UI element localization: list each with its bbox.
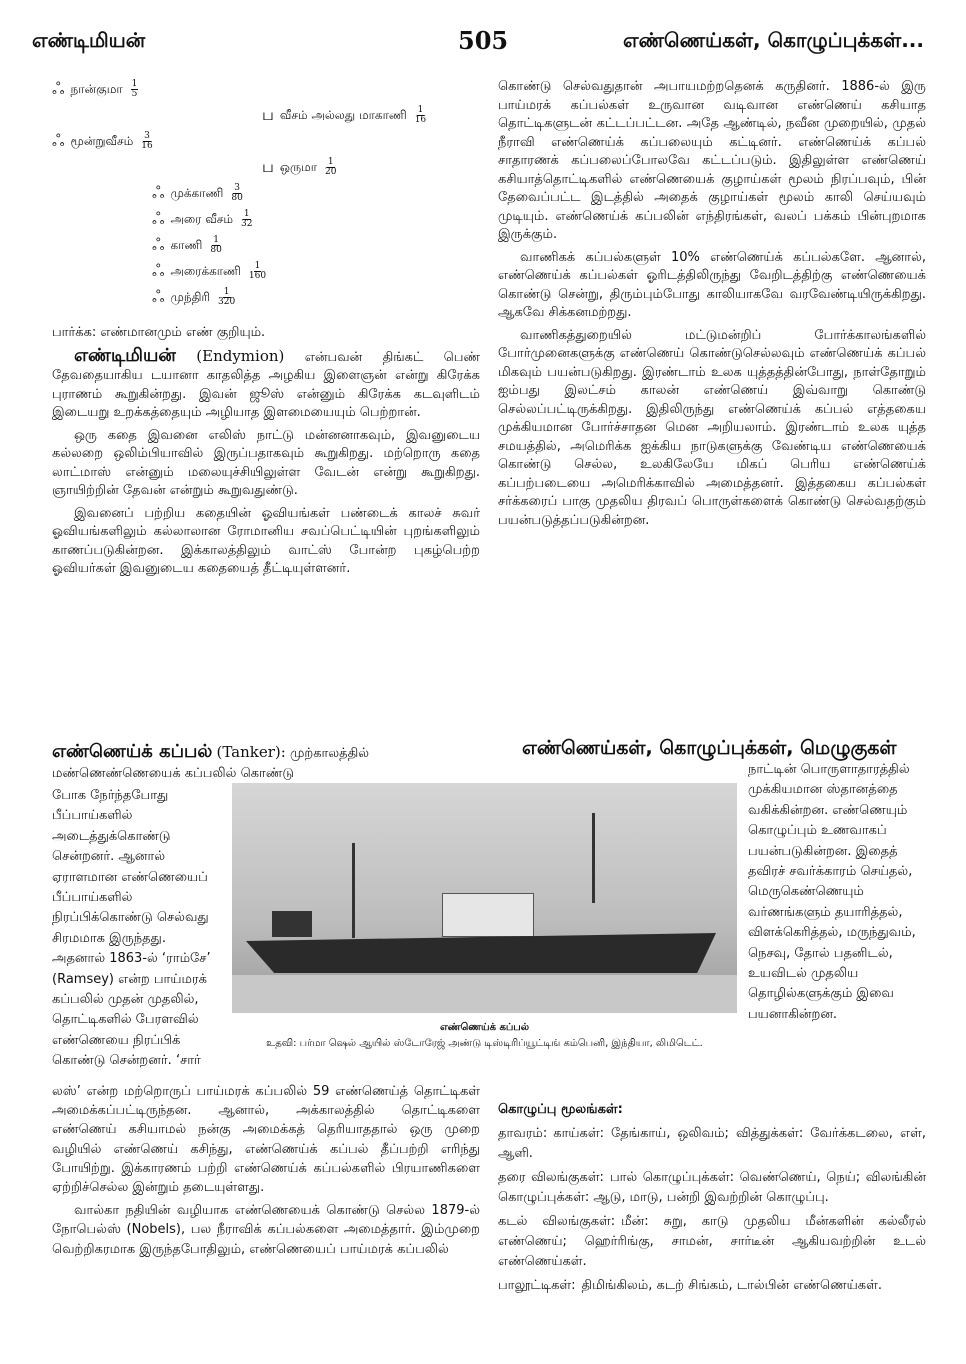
right-column-text	[498, 78, 926, 733]
fraction-value	[249, 262, 266, 281]
fraction-symbol: ப	[262, 104, 274, 124]
running-head-left: எண்டிமியன்	[32, 28, 146, 52]
fraction-denominator: 16	[414, 114, 427, 125]
photo-hull	[246, 933, 716, 973]
fraction-value	[241, 210, 252, 229]
fraction-name: அரைக்காணி	[170, 263, 241, 278]
fraction-denominator: 32	[241, 218, 253, 229]
photo-caption	[232, 1020, 737, 1052]
source-text: திமிங்கிலம், கடற் சிங்கம், டால்பின் எண்ணெய்கள்.	[581, 1278, 882, 1293]
right-para-2: வாணிகக் கப்பல்களுள் 10% எண்ணெய்க் கப்பல்களே. ஆனால், எண்ணெய்க் கப்பல்கள் ஓரிடத்திலிருந்து வேறிடத்திற்கு எண்ணெயைக் கொண்டு சென்று, திரும்பும்போது காலியாகவே வரவேண்டியிருக்கிறது. ஆகவே சிக்கனமற்றது.	[498, 249, 926, 320]
fraction-symbol: ஃ	[152, 208, 165, 228]
photo-water	[232, 975, 737, 1013]
fraction-numerator: 1	[327, 156, 334, 167]
photo-mast	[592, 813, 595, 903]
fraction-row	[52, 206, 480, 232]
fraction-numerator: 1	[254, 260, 261, 271]
fraction-row	[52, 128, 480, 154]
source-text: மீன்: சுறு, காடு முதலிய மீன்களின் கல்லீரல் எண்ணெய்; ஹெர்ரிங்கு, சாமன், சார்டீன் ஆகியவற்றின் உடல் எண்ணெய்கள்.	[498, 1214, 926, 1269]
tanker-para-2: வால்கா நதியின் வழியாக எண்ணெயைக் கொண்டு செல்ல 1879-ல் நோபெல்ஸ் (Nobels), பல நீராவிக் கப்பல்களை அமைத்தார். இம்முறை வெற்றிகரமாக இருந்தபோதிலும், எண்ணெயைப் பாய்மரக் கப்பலில்	[52, 1203, 480, 1257]
fraction-value	[415, 106, 426, 125]
sources-list	[498, 1124, 926, 1296]
running-head-right: எண்ணெய்கள், கொழுப்புக்கள்...	[623, 28, 924, 52]
fraction-denominator: 5	[131, 88, 138, 99]
fraction-numerator: 1	[243, 208, 250, 219]
source-label: கடல் விலங்குகள்:	[498, 1214, 616, 1229]
fraction-value	[141, 132, 152, 151]
fraction-row	[52, 154, 480, 180]
fraction-denominator: 80	[210, 244, 222, 255]
photo-funnel	[272, 911, 312, 937]
fraction-symbol: ஃ	[152, 260, 165, 280]
fat-sources	[498, 1100, 926, 1300]
fraction-value	[218, 288, 235, 307]
entry-title-tanker: எண்ணெய்க் கப்பல்	[52, 741, 213, 762]
oils-entry-title: எண்ணெய்கள், கொழுப்புக்கள், மெழுகுகள்	[522, 737, 897, 759]
fraction-name: முக்காணி	[170, 185, 224, 200]
source-item	[498, 1276, 926, 1296]
endymion-para-2: ஒரு கதை இவனை எலிஸ் நாட்டு மன்னனாகவும், இவனுடைய கல்லறை ஒலிம்பியாவில் இருப்பதாகவும் கூறுகிறது. மற்றொரு கதை லாட்மாஸ் என்னும் மலையுச்சியிலுள்ள வேடன் என்று கூறுகிறது. ஞாயிற்றின் தேவன் என்றும் கூறுவதுண்டு.	[52, 427, 480, 498]
tanker-entry-head	[52, 742, 480, 784]
tanker-lead: முற்காலத்தில் மண்ணெண்ணெயைக் கப்பலில் கொண்டு	[52, 746, 370, 781]
fraction-symbol: ப	[262, 156, 274, 176]
photo-bridge	[442, 893, 534, 937]
source-item	[498, 1124, 926, 1164]
fraction-denominator: 80	[231, 192, 243, 203]
fraction-denominator: 320	[218, 296, 236, 307]
fraction-numerator: 1	[131, 78, 138, 89]
fraction-name: மூன்றுவீசம்	[70, 133, 134, 148]
source-item	[498, 1212, 926, 1272]
fraction-value	[131, 80, 139, 99]
fraction-name: நான்குமா	[70, 81, 123, 96]
fraction-row	[52, 284, 480, 310]
fraction-name: ஒருமா	[279, 159, 318, 174]
tanker-cont: லஸ்’ என்ற மற்றொருப் பாய்மரக் கப்பலில் 59 எண்ணெய்த் தொட்டிகள் அமைக்கப்பட்டிருந்தன. ஆனால், அக்காலத்தில் தொட்டிகளை எண்ணெய் கசியாமல் நன்கு அமைக்கத் தெரியாததால் ஒரு முறை வழியில் எண்ணெய் கசிந்து, எண்ணெய்க் கப்பல் தீப்பற்றி எரிந்து போயிற்று. இக்காரணம் பற்றி எண்ணெய்க் கப்பல்களில் பிரயாணிகளை ஏற்றிச்செல்ல இன்றும் தடையுள்ளது.	[52, 1084, 480, 1196]
fraction-denominator: 16	[141, 140, 153, 151]
fraction-numerator: 3	[144, 130, 150, 141]
page-header	[0, 28, 966, 58]
source-label: தாவரம்:	[498, 1126, 548, 1141]
fraction-row	[52, 76, 480, 102]
entry-eng-tanker: (Tanker):	[216, 743, 286, 761]
endymion-para-1: என்பவன் திங்கட் பெண் தேவதையாகிய டயானா காதலித்த அழகிய இளைஞன் என்று கிரேக்க புராணம் கூறுகின்றது. இவன் ஜூஸ் என்னும் கிரேக்க கடவுளிடம் இடையறு உறக்கத்தையும் அழியாத இளமையையும் பெற்றான்.	[52, 349, 480, 420]
source-text: பால் கொழுப்புக்கள்: வெண்ணெய், நெய்; விலங்கின் கொழுப்புக்கள்: ஆடு, மாடு, பன்றி இவற்றின் கொழுப்பு.	[498, 1170, 926, 1205]
photo-credit: உதவி: பர்மா ஷெல் ஆயில் ஸ்டோரேஜ் அண்டு டிஸ்டிரிப்யூட்டிங் கம்பெனி, இந்தியா, லிமிடெட்.	[266, 1038, 703, 1049]
entry-title-endymion: எண்டிமியன்	[74, 344, 176, 366]
photo-caption-title: எண்ணெய்க் கப்பல்	[439, 1022, 530, 1033]
page-number: 505	[458, 26, 509, 55]
right-para-1: கொண்டு செல்வதுதான் அபாயமற்றதெனக் கருதினர். 1886-ல் இரு பாய்மரக் கப்பல்கள் உருவான வடிவான எண்ணெய் கசியாத தொட்டிகளுடன் கட்டப்பட்டன. அதே ஆண்டில், நவீன முறையில், முதல் நீராவி எண்ணெய்க் கப்பலையும் கட்டினர். எண்ணெய்க் கப்பல் சாதாரணக் கப்பலைப்போலவே கட்டப்படும். இதிலுள்ள எண்ணெய் கசியாத்தொட்டிகளில் எண்ணெயைக் குழாய்கள் மூலம் நிரப்பவும், பின் தேவைப்பட்ட இடத்தில் அதைக் குழாய்கள் மூலம் காலி செய்யவும் முடியும். எண்ணெய்க் கப்பலின் எந்திரங்கள், வலப் பக்கம் பின்புறமாக இருக்கும்.	[498, 79, 926, 242]
fraction-numerator: 1	[223, 286, 230, 297]
tanker-wrap-text: போக நேர்ந்தபோது பீப்பாய்களில் அடைத்துக்கொண்டு சென்றனர். ஆனால் ஏராளமான எண்ணெயைப் பீப்பாய்களில் நிரப்பிக்கொண்டு செல்வது சிரமமாக இருந்தது. அதனால் 1863-ல் ‘ராம்சே’ (Ramsey) என்ற பாய்மரக் கப்பலில் முதன் முதலில், தொட்டிகளில் பேரளவில் எண்ணெயை நிரப்பிக் கொண்டு சென்றனர். ‘சார்	[52, 788, 211, 1069]
sources-head: கொழுப்பு மூலங்கள்:	[498, 1102, 623, 1117]
entry-eng-endymion: (Endymion)	[196, 346, 285, 365]
source-label: பாலூட்டிகள்:	[498, 1278, 576, 1293]
left-column-text	[52, 324, 480, 583]
source-label: தரை விலங்குகள்:	[498, 1170, 604, 1185]
fraction-table	[52, 76, 480, 321]
oils-wrap-text: நாட்டின் பொருளாதாரத்தில் முக்கியமான ஸ்தானத்தை வகிக்கின்றன. எண்ணெயும் கொழுப்பும் உணவாகப் பயன்படுகின்றன. இதைத் தவிரச் சவர்க்காரம் செய்தல், மெருகெண்ணெயும் வர்ணங்களும் தயாரித்தல், விளக்கெரித்தல், மருந்துவம், நெசவு, தோல் பதனிடல், உயவிடல் முதலிய தொழில்களுக்கும் இவை பயனாகின்றன.	[748, 762, 916, 1022]
fraction-row	[52, 258, 480, 284]
fraction-numerator: 1	[417, 104, 424, 115]
fraction-value	[231, 184, 242, 203]
photo-mast	[352, 843, 355, 938]
fraction-symbol: ஃ	[52, 130, 65, 150]
endymion-entry	[52, 344, 480, 423]
fraction-denominator: 20	[325, 166, 337, 177]
fraction-value	[210, 236, 221, 255]
fraction-name: காணி	[170, 237, 203, 252]
fraction-denominator: 160	[248, 270, 267, 281]
source-item	[498, 1168, 926, 1208]
right-para-3: வாணிகத்துறையில் மட்டுமன்றிப் போர்க்காலங்களில் போர்முனைகளுக்கு எண்ணெய் கொண்டுசெல்லவும் எண்ணெய்க் கப்பல் மிகவும் பயன்படுகிறது. இரண்டாம் உலக யுத்தத்தின்போது, நாள்தோறும் ஐம்பது இலட்சம் காலன் எண்ணெய் இவ்வாறு கொண்டு செல்லப்பட்டிருக்கிறது. இதிலிருந்து எண்ணெய்க் கப்பல் எத்தகைய முக்கியமான போர்ச்சாதன மென அறியலாம். இரண்டாம் உலக யுத்த சமயத்தில், அமெரிக்க ஐக்கிய நாடுகளுக்கு வேண்டிய எண்ணெயைக் கொண்டு செல்ல, உலகிலேயே மிகப் பெரிய எண்ணெய்க் கப்பற்படையை அமெரிக்காவில் அமைத்தனர். இத்தகைய கப்பல்கள் சர்க்கரைப் பாகு முதலிய திரவப் பொருள்களைக் கொண்டு செல்வதற்கும் பயன்படுத்தப்படுகின்றன.	[498, 327, 926, 528]
fraction-name: வீசம் அல்லது மாகாணி	[279, 107, 407, 122]
see-also: பார்க்க: எண்மானமும் எண் குறியும்.	[52, 325, 266, 340]
fraction-numerator: 3	[234, 182, 240, 193]
fraction-symbol: ஃ	[152, 182, 165, 202]
tanker-photo	[232, 783, 737, 1013]
fraction-symbol: ஃ	[52, 78, 65, 98]
fraction-name: அரை வீசம்	[170, 211, 234, 226]
tanker-continued	[52, 1082, 480, 1263]
fraction-row	[52, 102, 480, 128]
fraction-value	[325, 158, 336, 177]
fraction-row	[52, 180, 480, 206]
fraction-numerator: 1	[213, 234, 219, 245]
fraction-name: முந்திரி	[170, 289, 211, 304]
source-text: காய்கள்: தேங்காய், ஒலிவம்; வித்துக்கள்: வேர்க்கடலை, எள், ஆளி.	[498, 1126, 926, 1161]
endymion-para-3: இவனைப் பற்றிய கதையின் ஓவியங்கள் பண்டைக் காலச் சுவர் ஓவியங்களிலும் கல்லாலான ரோமானிய சவப்பெட்டியின் புறங்களிலும் காணப்படுகின்றன. இக்காலத்திலும் வாட்ஸ் போன்ற புகழ்பெற்ற ஓவியர்கள் இவனுடைய கதையைத் தீட்டியுள்ளனர்.	[52, 505, 480, 576]
fraction-row	[52, 232, 480, 258]
fraction-symbol: ஃ	[152, 234, 165, 254]
fraction-symbol: ஃ	[152, 286, 165, 306]
